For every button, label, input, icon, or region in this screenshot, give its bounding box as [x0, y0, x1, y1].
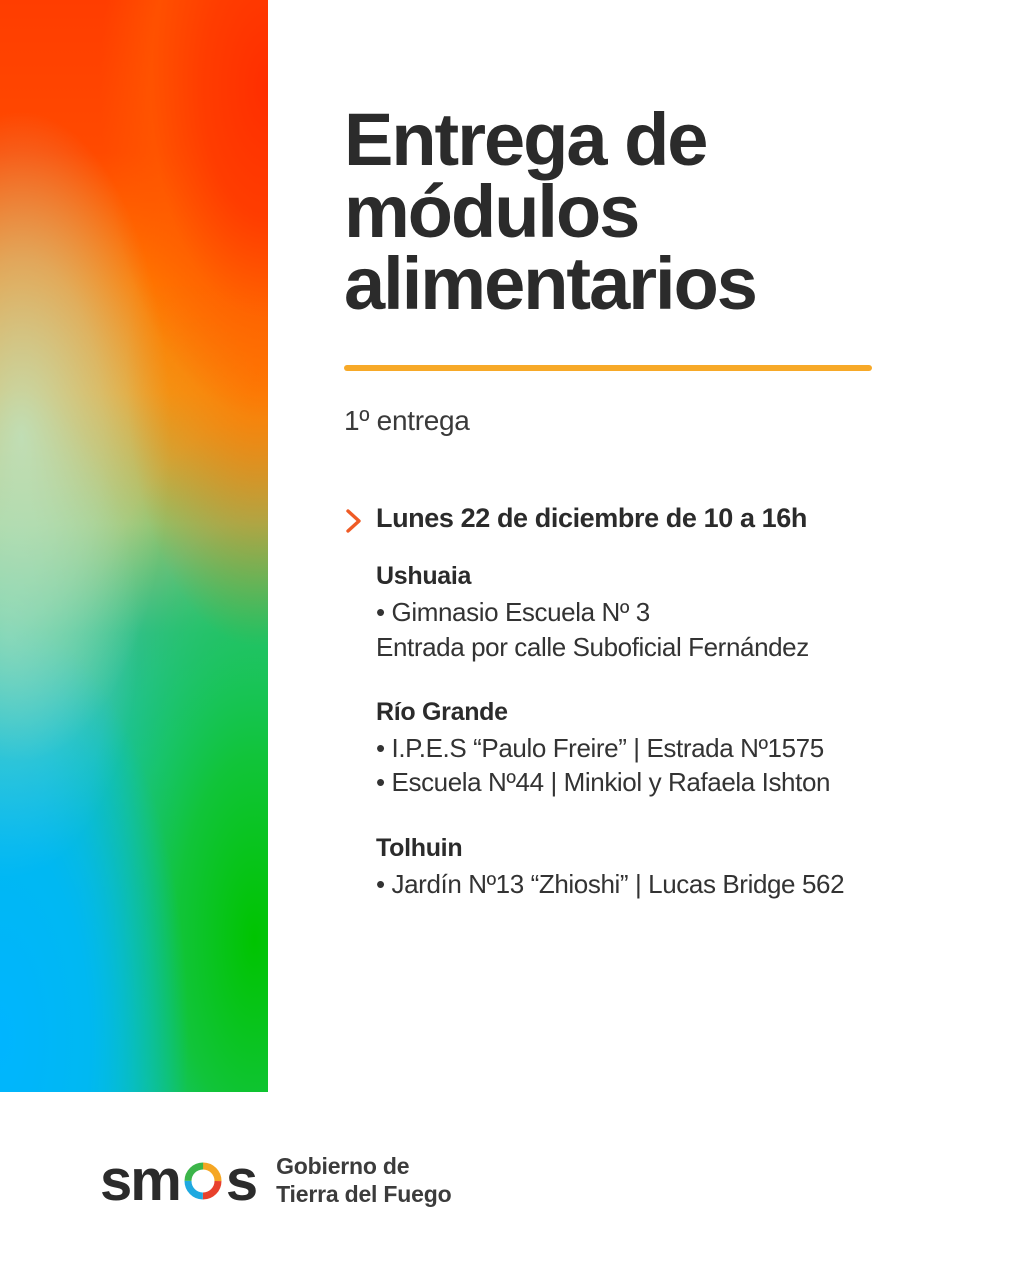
city-block-tolhuin — [376, 834, 1004, 901]
logo-text-part-1: s — [100, 1148, 131, 1213]
logo-text-part-3: s — [225, 1148, 257, 1213]
poster-content — [344, 0, 1004, 901]
gradient-layer-orange — [0, 0, 268, 1092]
city-name: Tolhuin — [376, 833, 463, 862]
city-venue-line: • Jardín Nº13 “Zhioshi” | Lucas Bridge 562 — [376, 868, 845, 899]
chevron-right-icon — [344, 507, 366, 540]
city-name: Ushuaia — [376, 562, 472, 591]
city-venue-line: • Escuela Nº44 | Minkiol y Rafaela Ishton — [376, 767, 831, 798]
organization-line-2: Tierra del Fuego — [276, 1181, 452, 1207]
date-row — [344, 503, 1004, 540]
city-venue-line: • Gimnasio Escuela Nº 3 — [376, 597, 650, 628]
somos-ring-icon — [181, 1159, 225, 1203]
event-date: Lunes 22 de diciembre de 10 a 16h — [376, 503, 807, 534]
city-block-rio-grande — [376, 698, 1004, 800]
organization-name — [276, 1153, 451, 1208]
page-title: Entrega de módulos alimentarios — [344, 98, 756, 325]
somos-wordmark — [100, 1148, 257, 1213]
poster-subtitle: 1º entrega — [344, 405, 470, 437]
organization-line-1: Gobierno de — [276, 1153, 410, 1180]
accent-divider — [344, 365, 872, 371]
city-name: Río Grande — [376, 697, 508, 726]
city-venue-line: Entrada por calle Suboficial Fernández — [376, 631, 809, 662]
footer-logo — [100, 1148, 452, 1213]
city-venue-line: • I.P.E.S “Paulo Freire” | Estrada Nº1575 — [376, 732, 824, 763]
gradient-artwork — [0, 0, 268, 1092]
city-list — [376, 562, 1004, 901]
logo-text-part-2: m — [130, 1148, 180, 1213]
city-block-ushuaia — [376, 562, 1004, 664]
